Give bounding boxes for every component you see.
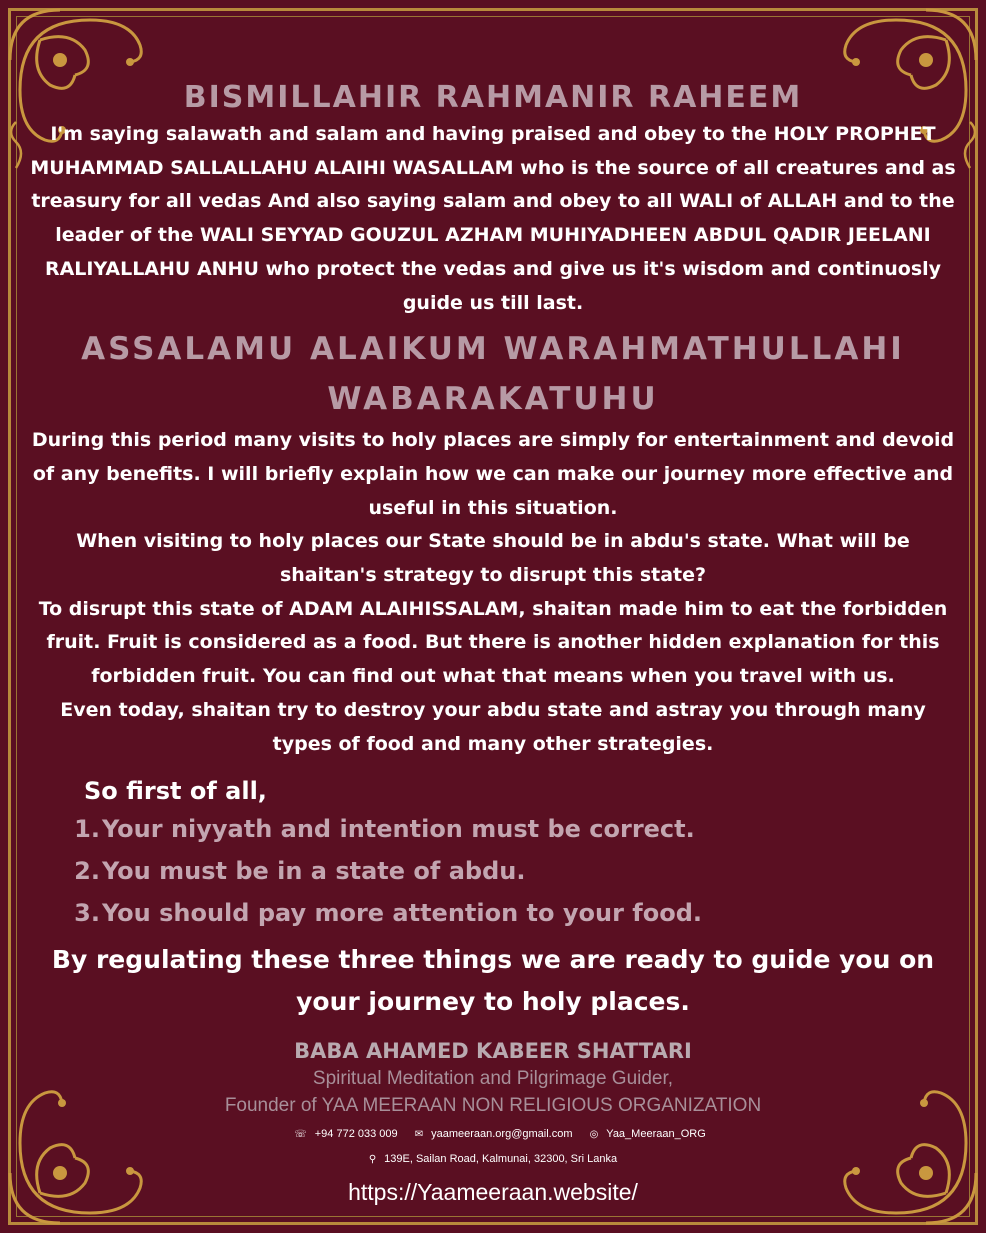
list-text: You must be in a state of abdu. bbox=[102, 857, 526, 886]
list-item-3 bbox=[74, 897, 956, 929]
instagram-icon: ◎ bbox=[589, 1129, 599, 1141]
contact-line-2 bbox=[30, 1150, 956, 1169]
closing-statement: By regulating these three things we are ready to guide you on your journey to holy places. bbox=[51, 945, 935, 1017]
side-scroll-ornament-left bbox=[4, 120, 28, 170]
poster-content bbox=[30, 78, 956, 1206]
phone-number[interactable]: +94 772 033 009 bbox=[314, 1128, 398, 1141]
list-intro: So first of all, bbox=[84, 777, 267, 806]
location-pin-icon: ⚲ bbox=[368, 1154, 377, 1166]
body-paragraph-1: During this period many visits to holy places are simply for entertainment and devoid of any benefits. I will briefly explain how we can make our journey more effective and useful in this situation. bbox=[31, 429, 955, 519]
instagram-handle[interactable]: Yaa_Meeraan_ORG bbox=[606, 1128, 706, 1141]
author-name: BABA AHAMED KABEER SHATTARI bbox=[294, 1039, 692, 1064]
list-item-2 bbox=[74, 855, 956, 887]
greeting-line-1: ASSALAMU ALAIKUM WARAHMATHULLAHI bbox=[81, 331, 905, 368]
body-paragraph-2: When visiting to holy places our State should be in abdu's state. What will be shaitan's strategy to disrupt this state? bbox=[76, 530, 910, 587]
address: 139E, Sailan Road, Kalmunai, 32300, Sri Lanka bbox=[384, 1153, 618, 1166]
list-text: Your niyyath and intention must be correct. bbox=[102, 815, 695, 844]
side-scroll-ornament-right bbox=[958, 120, 982, 170]
list-number: 3. bbox=[74, 899, 100, 928]
email-icon: ✉ bbox=[414, 1129, 424, 1141]
phone-icon: ☏ bbox=[294, 1129, 307, 1141]
list-number: 2. bbox=[74, 857, 100, 886]
contact-line-1 bbox=[30, 1125, 956, 1144]
author-role-1: Spiritual Meditation and Pilgrimage Guider, bbox=[312, 1068, 674, 1090]
list-number: 1. bbox=[74, 815, 100, 844]
body-paragraph-4: Even today, shaitan try to destroy your abdu state and astray you through many types of food and many other strategies. bbox=[60, 698, 926, 755]
intro-paragraph: I'm saying salawath and salam and having praised and obey to the HOLY PROPHET MUHAMMAD SALLALLAHU ALAIHI WASALLAM who is the source of all creatures and as treasury for all vedas And also saying salam and obey to all WALI of ALLAH and to the leader of the WALI SEYYAD GOUZUL AZHAM MUHIYADHEEN ABDUL QADIR JEELANI RALIYALLAHU ANHU who protect the vedas and give us it's wisdom and continuosly guide us till last. bbox=[30, 123, 956, 314]
list-text: You should pay more attention to your food. bbox=[102, 899, 702, 928]
website-link[interactable]: https://Yaameeraan.website/ bbox=[348, 1179, 638, 1206]
greeting-heading bbox=[30, 324, 956, 424]
email-address[interactable]: yaameeraan.org@gmail.com bbox=[431, 1128, 573, 1141]
author-role-2: Founder of YAA MEERAAN NON RELIGIOUS ORGANIZATION bbox=[224, 1095, 762, 1117]
greeting-line-2: WABARAKATUHU bbox=[327, 381, 659, 418]
bismillah-heading: BISMILLAHIR RAHMANIR RAHEEM bbox=[183, 80, 803, 115]
body-paragraph-3: To disrupt this state of ADAM ALAIHISSALAM, shaitan made him to eat the forbidden fruit. Fruit is considered as a food. But there is another hidden explanation for this forbidden fruit. You can find out what that means when you travel with us. bbox=[38, 597, 948, 688]
list-item-1 bbox=[74, 813, 956, 845]
